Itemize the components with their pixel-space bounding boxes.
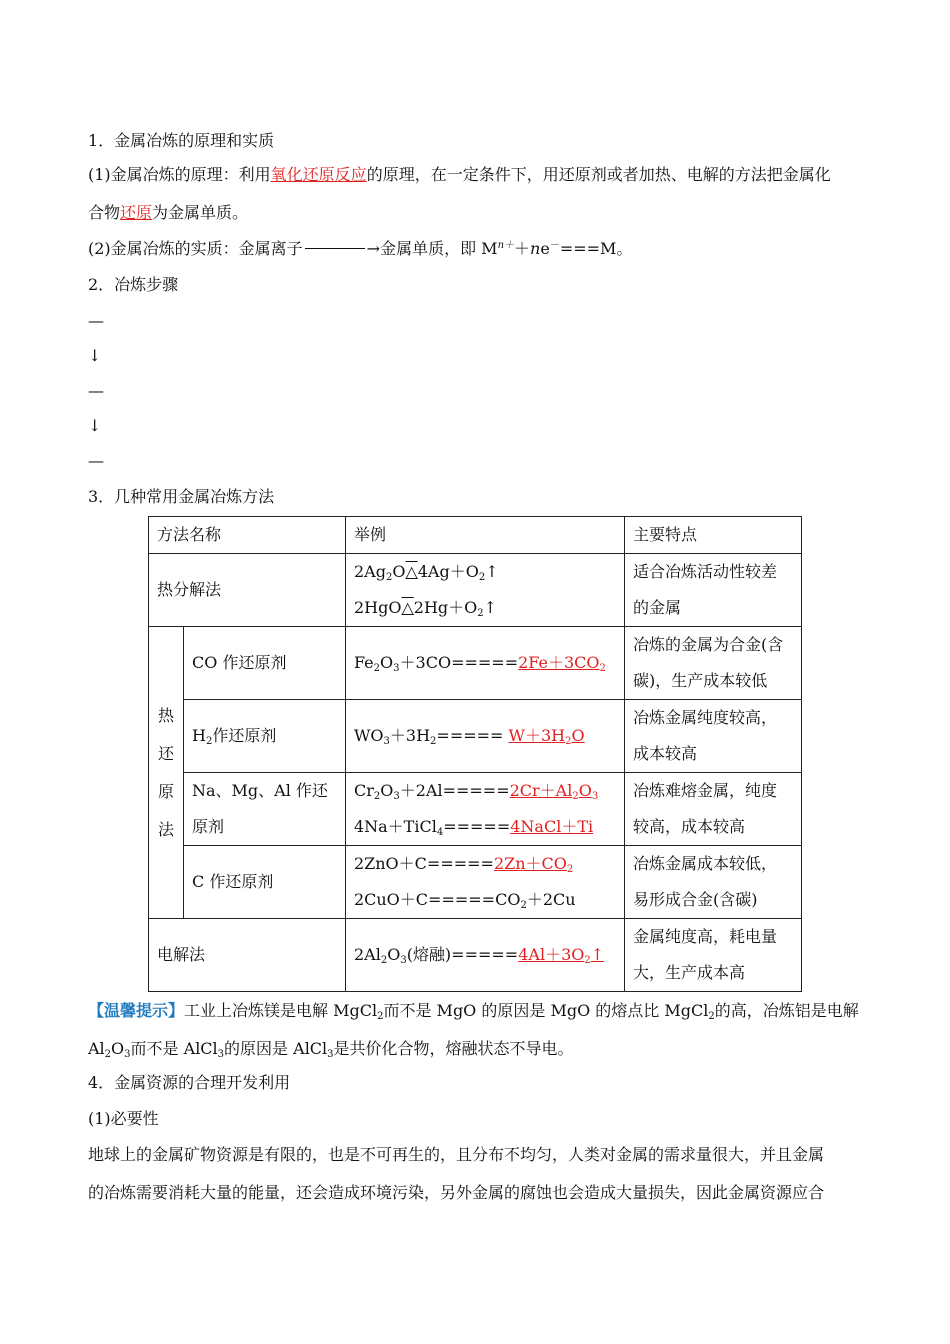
equation: $2ZnO+C=====2Zn+CO_2$ xyxy=(353,854,574,875)
equation: $Cr_2O_3+2Al=====2Cr+Al_2O_3$ xyxy=(353,781,599,802)
text: 的原理，在一定条件下，用还原剂或者加热、电解的方法把金属化 xyxy=(366,165,831,184)
table-row xyxy=(149,627,802,700)
method-thermal-reduction: 热 还 原 法 xyxy=(149,627,184,919)
feature-thermal-decomposition: 适合冶炼活动性较差 的金属 xyxy=(624,554,801,627)
feature-electrolysis: 金属纯度高，耗电量 大，生产成本高 xyxy=(624,919,801,992)
method-thermal-decomposition: 热分解法 xyxy=(149,554,346,627)
step-3: — xyxy=(88,451,104,470)
feature-co: 冶炼的金属为合金(含 碳)，生产成本较低 xyxy=(624,627,801,700)
section-2-title: 2．冶炼步骤 xyxy=(88,275,179,294)
electron-charge: － xyxy=(549,240,560,251)
heat-icon: △ xyxy=(401,598,414,617)
table-row xyxy=(149,846,802,919)
feature-carbon: 冶炼金属成本较低， 易形成合金(含碳) xyxy=(624,846,801,919)
table-header-row xyxy=(149,517,802,554)
text: ＋ xyxy=(514,239,531,258)
header-method: 方法名称 xyxy=(149,517,346,554)
step-arrow-2: ↓ xyxy=(88,416,102,435)
subsection-necessity: (1)必要性 xyxy=(88,1109,159,1128)
text: 为金属单质。 xyxy=(152,203,249,222)
answer-co-products: $2Fe+3CO_2$ xyxy=(518,653,606,674)
text: ===M。 xyxy=(559,239,633,258)
answer-al-products: $2Cr+Al_2O_3$ xyxy=(509,781,599,802)
text: 金属单质，即 M xyxy=(380,239,498,258)
table-row xyxy=(149,700,802,773)
essence-line xyxy=(88,238,632,260)
method-electrolysis: 电解法 xyxy=(149,919,346,992)
paragraph-line: 的冶炼需要消耗大量的能量，还会造成环境污染，另外金属的腐蚀也会造成大量损失，因此金属资源应合 xyxy=(88,1183,825,1202)
example-active-metals xyxy=(345,773,624,846)
table-row xyxy=(149,554,802,627)
example-electrolysis: $2Al_2O_3$(熔融)$=====4Al+3O_2↑$ xyxy=(345,919,624,992)
answer-reduction: 还原 xyxy=(120,203,153,222)
reductant-carbon: C 作还原剂 xyxy=(184,846,346,919)
equation: $2HgO\triangle 2Hg+O_2↑$ xyxy=(353,598,498,619)
equation: $2Ag_2O\triangle 4Ag+O_2↑$ xyxy=(353,562,499,583)
tip-line-1: 【温馨提示】工业上冶炼镁是电解 MgCl$_2$而不是 MgO 的原因是 MgO 的熔点比 MgCl$_2$的高，冶炼铝是电解 xyxy=(88,1001,859,1022)
reaction-arrow-line xyxy=(305,248,365,249)
example-carbon xyxy=(345,846,624,919)
section-4-title: 4．金属资源的合理开发利用 xyxy=(88,1073,291,1092)
example-h2: $WO_3+3H_2===== W+3H_2O$ xyxy=(345,700,624,773)
section-3-title: 3．几种常用金属冶炼方法 xyxy=(88,487,275,506)
heat-icon: △ xyxy=(405,562,418,581)
header-example: 举例 xyxy=(345,517,624,554)
answer-redox: 氧化还原反应 xyxy=(270,165,367,184)
paragraph-line: 地球上的金属矿物资源是有限的，也是不可再生的，且分布不均匀，人类对金属的需求量很大，并且金属 xyxy=(88,1145,825,1164)
text: (1)金属冶炼的原理：利用 xyxy=(88,165,271,184)
answer-h2-products: $W+3H_2O$ xyxy=(508,726,585,747)
step-1: — xyxy=(88,311,104,330)
smelting-methods-table xyxy=(148,516,802,992)
tip-line-2: $Al_2O_3$而不是 AlCl$_3$的原因是 AlCl$_3$是共价化合物，熔融状态不导电。 xyxy=(88,1039,574,1060)
tip-label: 【温馨提示】 xyxy=(88,1001,185,1020)
text: 合物 xyxy=(88,203,121,222)
equation: 4Na＋TiCl$_4$=====4NaCl＋Ti xyxy=(353,817,594,838)
header-feature: 主要特点 xyxy=(624,517,801,554)
principle-line-2 xyxy=(88,202,248,224)
reductant-h2: $H_2$作还原剂 xyxy=(184,700,346,773)
feature-active-metals: 冶炼难熔金属，纯度 较高，成本较高 xyxy=(624,773,801,846)
example-co: $Fe_2O_3+3CO=====2Fe+3CO_2$ xyxy=(345,627,624,700)
principle-line-1 xyxy=(88,164,831,186)
reductant-active-metals: Na、Mg、Al 作还 原剂 xyxy=(184,773,346,846)
step-2: — xyxy=(88,381,104,400)
arrow-icon: → xyxy=(366,239,381,258)
feature-h2: 冶炼金属纯度较高， 成本较高 xyxy=(624,700,801,773)
variable-n: n xyxy=(530,239,541,258)
charge-superscript: n＋ xyxy=(497,240,515,251)
table-row xyxy=(149,919,802,992)
answer-electrolysis-products: $4Al+3O_2↑$ xyxy=(518,945,605,966)
example-thermal-decomposition xyxy=(345,554,624,627)
section-1-title: 1．金属冶炼的原理和实质 xyxy=(88,131,275,150)
step-arrow-1: ↓ xyxy=(88,346,102,365)
answer-zn-products: $2Zn+CO_2$ xyxy=(493,854,574,875)
equation: $2CuO+C=====CO_2+2Cu$ xyxy=(353,890,576,911)
table-row xyxy=(149,773,802,846)
text: (2)金属冶炼的实质：金属离子 xyxy=(88,239,303,258)
electron-symbol: e xyxy=(540,239,550,258)
reductant-co: CO 作还原剂 xyxy=(184,627,346,700)
answer-na-products: 4NaCl＋Ti xyxy=(510,817,594,836)
